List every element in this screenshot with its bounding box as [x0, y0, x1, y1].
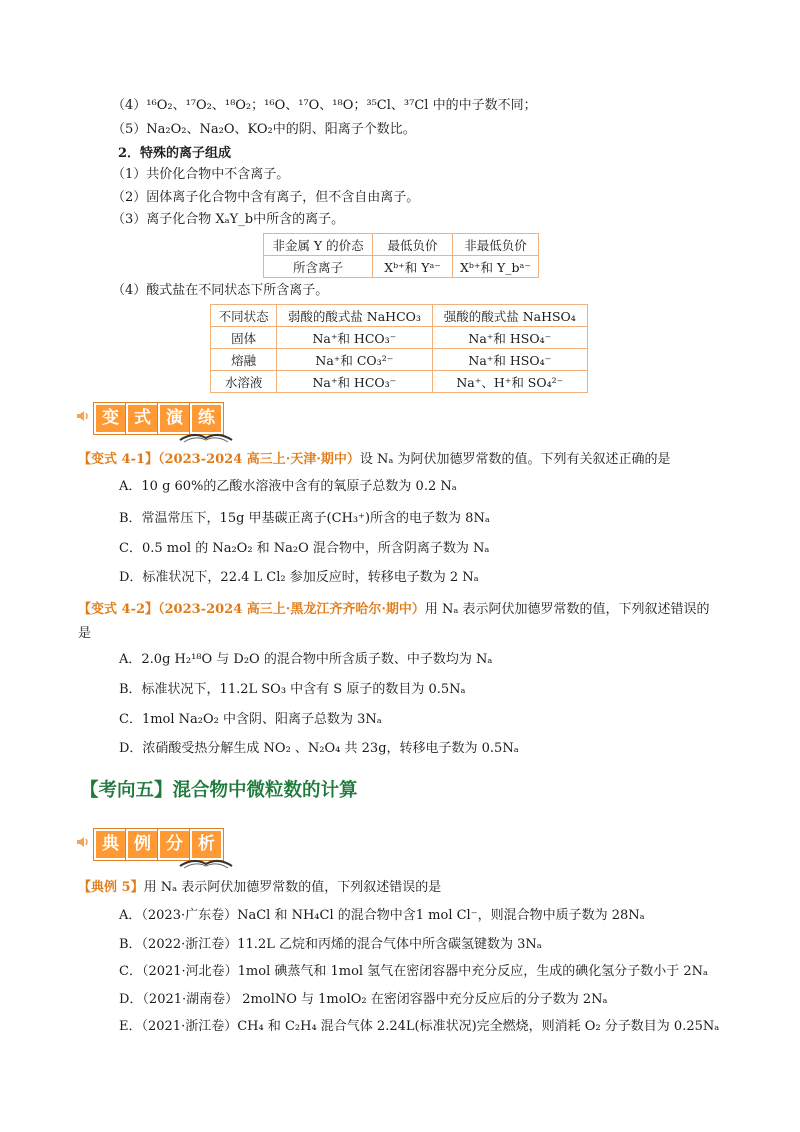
table-cell: 不同状态 [211, 305, 277, 327]
question-tag: 【变式 4-1】（2023-2024 高三上·天津·期中） [78, 452, 360, 467]
sub-item-2: （2）固体离子化合物中含有离子，但不含自由离子。 [112, 190, 420, 205]
banner-char: 例 [126, 829, 159, 860]
table-cell: Xᵇ⁺和 Y_bᵃ⁻ [452, 256, 538, 278]
table-cell: 非最低负价 [452, 234, 538, 256]
option-d: D．浓硝酸受热分解生成 NO₂ 、N₂O₄ 共 23g，转移电子数为 0.5Nₐ [119, 741, 519, 756]
question-text: 设 Nₐ 为阿伏加德罗常数的值。下列有关叙述正确的是 [359, 452, 671, 467]
option-b: B．（2022·浙江卷）11.2L 乙烷和丙烯的混合气体中所含碳氢键数为 3Nₐ [119, 937, 542, 952]
table-row [211, 371, 588, 393]
table-cell: Na⁺和 HSO₄⁻ [432, 327, 587, 349]
table-row [264, 256, 539, 278]
sub-item-1: （1）共价化合物中不含离子。 [112, 167, 290, 182]
table-row [211, 349, 588, 371]
book-icon [176, 429, 236, 443]
banner-char: 分 [158, 829, 191, 860]
question-text: 用 Nₐ 表示阿伏加德罗常数的值，下列叙述错误的 [424, 602, 710, 617]
example-text: 用 Nₐ 表示阿伏加德罗常数的值，下列叙述错误的是 [143, 880, 442, 895]
option-b: B．常温常压下，15g 甲基碳正离子(CH₃⁺)所含的电子数为 8Nₐ [119, 511, 490, 526]
book-icon [176, 855, 236, 869]
option-d: D．（2021·湖南卷） 2molNO 与 1molO₂ 在密闭容器中充分反应后的分子数为 2Nₐ [119, 992, 608, 1007]
banner-char: 典 [94, 829, 127, 860]
banner-char: 练 [190, 403, 223, 434]
question-4-1-stem [78, 448, 671, 467]
example-banner [76, 829, 236, 869]
banner-char: 变 [94, 403, 127, 434]
table-cell: 强酸的酸式盐 NaHSO₄ [432, 305, 587, 327]
sub-item-4: （4）酸式盐在不同状态下所含离子。 [112, 283, 329, 298]
table-cell: 弱酸的酸式盐 NaHCO₃ [277, 305, 432, 327]
acid-salt-table [210, 304, 588, 393]
table-row [264, 234, 539, 256]
option-c: C．1mol Na₂O₂ 中含阴、阳离子总数为 3Nₐ [119, 712, 382, 727]
table-cell: 水溶液 [211, 371, 277, 393]
example-5-stem [78, 876, 441, 895]
table-cell: 最低负价 [373, 234, 453, 256]
banner-char: 演 [158, 403, 191, 434]
speaker-icon [76, 835, 90, 849]
table-row [211, 327, 588, 349]
table-cell: Na⁺和 CO₃²⁻ [277, 349, 432, 371]
table-cell: 非金属 Y 的价态 [264, 234, 373, 256]
question-text-cont: 是 [78, 626, 92, 641]
item-5-text: （5）Na₂O₂、Na₂O、KO₂中的阴、阳离子个数比。 [112, 122, 416, 137]
question-4-2-stem [78, 598, 710, 617]
table-cell: Na⁺和 HSO₄⁻ [432, 349, 587, 371]
example-tag: 【典例 5】 [78, 880, 144, 895]
option-c: C．（2021·河北卷）1mol 碘蒸气和 1mol 氢气在密闭容器中充分反应，生成的碘化氢分子数小于 2Nₐ [119, 964, 709, 979]
option-e: E．（2021·浙江卷）CH₄ 和 C₂H₄ 混合气体 2.24L(标准状况)完全燃烧，则消耗 O₂ 分子数目为 0.25Nₐ [119, 1019, 720, 1034]
table-cell: Na⁺和 HCO₃⁻ [277, 371, 432, 393]
table-cell: Xᵇ⁺和 Yᵃ⁻ [373, 256, 453, 278]
table-cell: 所含离子 [264, 256, 373, 278]
banner-char: 式 [126, 403, 159, 434]
option-a: A．2.0g H₂¹⁸O 与 D₂O 的混合物中所含质子数、中子数均为 Nₐ [119, 652, 493, 667]
table-cell: 固体 [211, 327, 277, 349]
table-row [211, 305, 588, 327]
table-cell: Na⁺和 HCO₃⁻ [277, 327, 432, 349]
speaker-icon [76, 409, 90, 423]
practice-banner [76, 403, 236, 443]
sub-item-3: （3）离子化合物 XₐY_b中所含的离子。 [112, 212, 345, 227]
ion-valence-table [263, 233, 539, 278]
table-cell: 熔融 [211, 349, 277, 371]
option-d: D．标准状况下，22.4 L Cl₂ 参加反应时，转移电子数为 2 Nₐ [119, 570, 479, 585]
section-heading: 【考向五】混合物中微粒数的计算 [80, 780, 358, 801]
banner-char: 析 [190, 829, 223, 860]
option-b: B．标准状况下，11.2L SO₃ 中含有 S 原子的数目为 0.5Nₐ [119, 682, 466, 697]
question-tag: 【变式 4-2】（2023-2024 高三上·黑龙江齐齐哈尔·期中） [78, 602, 425, 617]
table-cell: Na⁺、H⁺和 SO₄²⁻ [432, 371, 587, 393]
option-a: A．（2023·广东卷）NaCl 和 NH₄Cl 的混合物中含1 mol Cl⁻，则混合物中质子数为 28Nₐ [119, 908, 645, 923]
heading-special-ion: 2．特殊的离子组成 [118, 146, 232, 161]
option-a: A．10 g 60%的乙酸水溶液中含有的氧原子总数为 0.2 Nₐ [119, 479, 457, 494]
item-4-text: （4）¹⁶O₂、¹⁷O₂、¹⁸O₂；¹⁶O、¹⁷O、¹⁸O；³⁵Cl、³⁷Cl 中的中子数不同； [112, 98, 537, 113]
option-c: C．0.5 mol 的 Na₂O₂ 和 Na₂O 混合物中，所含阴离子数为 Nₐ [119, 541, 490, 556]
